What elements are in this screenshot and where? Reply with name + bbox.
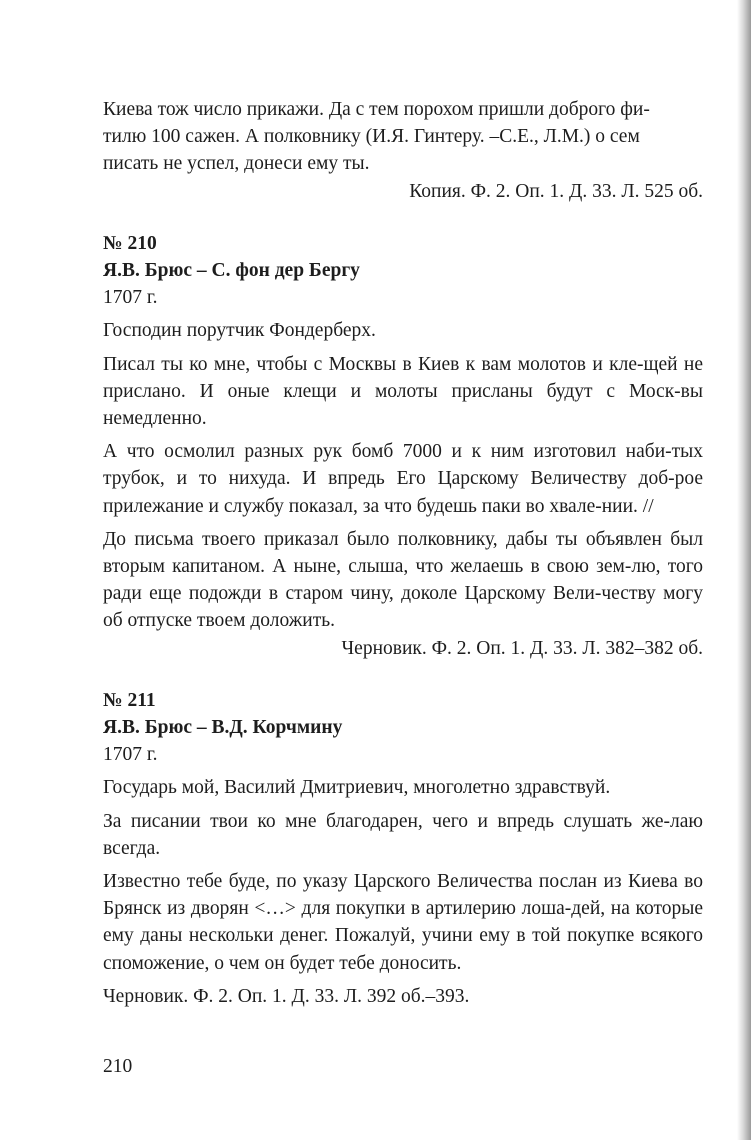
- intro-line: тилю 100 сажен. А полковнику (И.Я. Гинтеру. –С.Е., Л.М.) о сем: [103, 126, 640, 148]
- doc210-paragraph: До письма твоего приказал было полковнику, дабы ты объявлен был вторым капитаном. А ныне, слыша, что желаешь в свою зем-лю, того ради еще подожди в старом чину, доколе Царскому Вели-честву могу об отпуске твоем доложить.: [103, 528, 703, 632]
- page-edge-shadow: [737, 0, 751, 1140]
- doc211-source: Черновик. Ф. 2. Оп. 1. Д. 33. Л. 392 об.–393.: [103, 985, 470, 1007]
- page-text: [103, 96, 703, 1010]
- page-number: 210: [103, 1056, 133, 1077]
- doc210-title: Я.В. Брюс – С. фон дер Бергу: [103, 260, 360, 282]
- doc210-greeting: Господин порутчик Фондерберх.: [103, 320, 376, 342]
- intro-source: Копия. Ф. 2. Оп. 1. Д. 33. Л. 525 об.: [409, 180, 703, 202]
- doc210-source: Черновик. Ф. 2. Оп. 1. Д. 33. Л. 382–382 об.: [341, 637, 703, 659]
- doc211-paragraph: Известно тебе буде, по указу Царского Величества послан из Киева во Брянск из дворян <…> для покупки в артилерию лоша-дей, на которые ему даны нескольки денег. Пожалуй, учини ему в той покупке всякого споможение, о чем он будет тебе доносить.: [103, 871, 703, 974]
- doc210-number: № 210: [103, 232, 157, 254]
- intro-line: Киева тож число прикажи. Да с тем порохом пришли доброго фи-: [103, 99, 650, 120]
- doc210-paragraph: Писал ты ко мне, чтобы с Москвы в Киев к вам молотов и кле-щей не прислано. И оные клещи и молоты присланы будут с Моск-вы немедленно.: [103, 353, 703, 430]
- doc211-number: № 211: [103, 689, 156, 711]
- doc210-paragraph: А что осмолил разных рук бомб 7000 и к ним изготовил наби-тых трубок, и то нихуда. И впредь Его Царскому Величеству доб-рое прилежание и службу показал, за что будешь паки во хвале-нии. //: [103, 441, 703, 517]
- intro-line: писать не успел, донеси ему ты.: [103, 153, 370, 175]
- doc211-paragraph: За писании твои ко мне благодарен, чего и впредь слушать же-лаю всегда.: [103, 810, 703, 859]
- doc211-greeting: Государь мой, Василий Дмитриевич, многолетно здравствуй.: [103, 777, 611, 799]
- doc210-year: 1707 г.: [103, 287, 158, 309]
- doc211-title: Я.В. Брюс – В.Д. Корчмину: [103, 717, 343, 739]
- doc211-year: 1707 г.: [103, 744, 158, 766]
